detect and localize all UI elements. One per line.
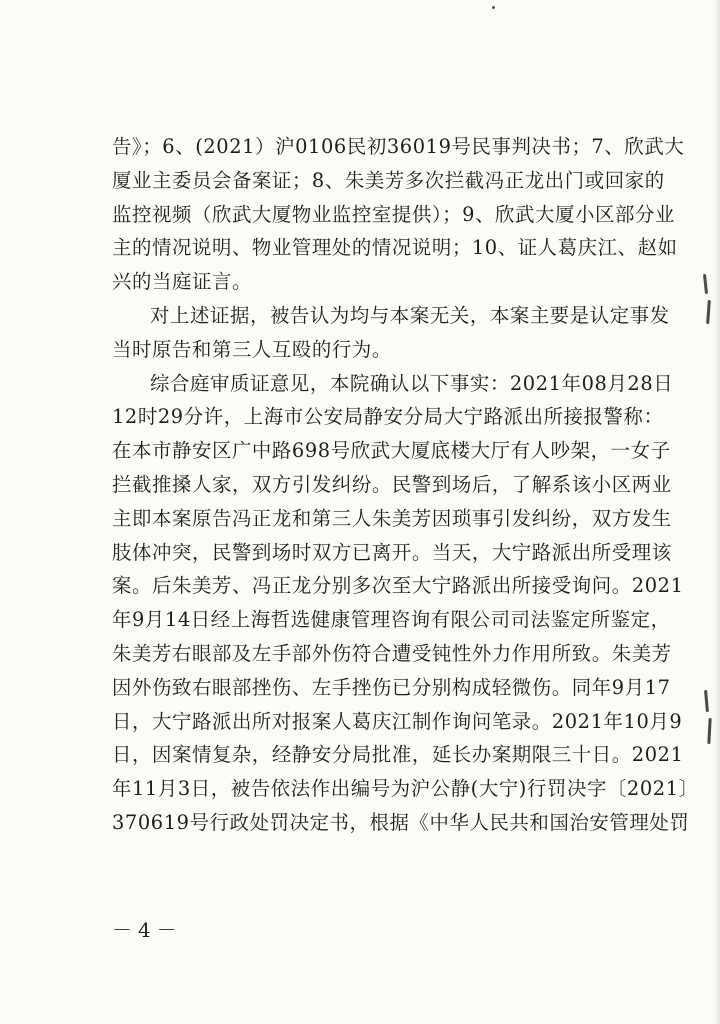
text-line: 在本市静安区广中路698号欣武大厦底楼大厅有人吵架，一女子 (112, 439, 671, 463)
text-line: 朱美芳右眼部及左手部外伤符合遭受钝性外力作用所致。朱美芳 (112, 641, 672, 665)
text-line: 综合庭审质证意见，本院确认以下事实：2021年08月28日 (150, 371, 674, 395)
text-line: 因外伤致右眼部挫伤、左手挫伤已分别构成轻微伤。同年9月17 (112, 675, 671, 699)
text-line: 370619号行政处罚决定书，根据《中华人民共和国治安管理处罚 (112, 810, 690, 834)
margin-pen-mark (704, 690, 709, 712)
scan-speck (492, 6, 495, 9)
text-line: 年11月3日，被告依法作出编号为沪公静(大宁)行罚决字〔2021〕 (112, 777, 699, 801)
margin-pen-mark (707, 718, 711, 744)
text-line: 拦截推搡人家，双方引发纠纷。民警到场后，了解系该小区两业 (112, 472, 672, 496)
text-line: 当时原告和第三人互殴的行为。 (112, 337, 392, 361)
text-line: 监控视频（欣武大厦物业监控室提供）；9、欣武大厦小区部分业 (112, 202, 675, 226)
text-line: 主即本案原告冯正龙和第三人朱美芳因琐事引发纠纷，双方发生 (112, 506, 672, 530)
text-line: 兴的当庭证言。 (112, 270, 252, 294)
body-text (112, 130, 699, 840)
text-line: 日，因案情复杂，经静安分局批准，延长办案期限三十日。2021 (112, 743, 684, 767)
text-line: 日，大宁路派出所对报案人葛庆江制作询问笔录。2021年10月9 (112, 709, 683, 733)
text-line: 厦业主委员会备案证；8、朱美芳多次拦截冯正龙出门或回家的 (112, 168, 665, 192)
text-line: 年9月14日经上海哲选健康管理咨询有限公司司法鉴定所鉴定， (112, 608, 671, 632)
text-line: 主的情况说明、物业管理处的情况说明；10、证人葛庆江、赵如 (112, 236, 678, 260)
text-line: 12时29分许，上海市公安局静安分局大宁路派出所接报警称： (112, 405, 664, 429)
text-line: 告》；6、(2021）沪0106民初36019号民事判决书；7、欣武大 (112, 135, 685, 158)
margin-pen-mark (703, 274, 708, 294)
text-line: 案。后朱美芳、冯正龙分别多次至大宁路派出所接受询问。2021 (112, 574, 684, 598)
margin-pen-mark (706, 300, 711, 324)
text-line: 肢体冲突，民警到场时双方已离开。当天，大宁路派出所受理该 (112, 540, 672, 564)
page-number: －4－ (112, 918, 183, 942)
text-line: 对上述证据，被告认为均与本案无关，本案主要是认定事发 (150, 303, 670, 327)
page-edge-shade (714, 0, 720, 1024)
